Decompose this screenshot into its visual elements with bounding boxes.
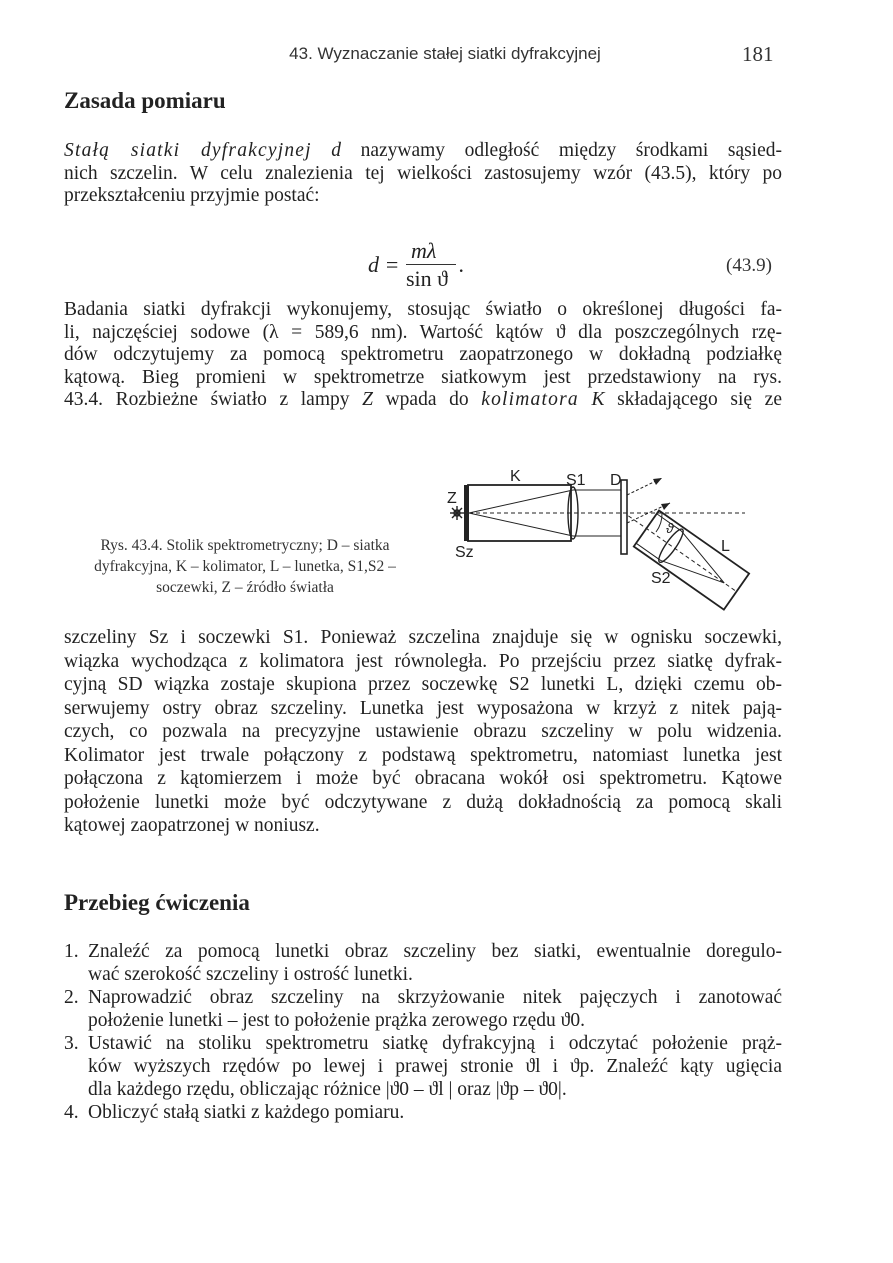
- text-run: [579, 389, 592, 410]
- text-line: Obliczyć stałą siatki z każdego pomiaru.: [88, 1102, 405, 1123]
- light-source-icon: [450, 506, 464, 520]
- list-item: [64, 1101, 782, 1124]
- label-Sz: Sz: [455, 544, 474, 561]
- text-line: li, najczęściej sodowe (λ = 589,6 nm). Wartość kątów ϑ dla poszczególnych rzę-: [64, 321, 782, 343]
- formula-43-9: [368, 238, 488, 291]
- text-line: kątową. Bieg promieni w spektrometrze siatkowym jest przedstawiony na rys.: [64, 366, 782, 388]
- caption-line: dyfrakcyjna, K – kolimator, L – lunetka, S1,S2 –: [94, 558, 396, 575]
- symbol-K: K: [591, 389, 605, 410]
- formula-denominator: sin ϑ: [406, 266, 449, 291]
- text-line: wiązka wychodząca z kolimatora jest równoległa. Po przejściu przez siatkę dyfrak-: [64, 650, 782, 672]
- label-L: L: [721, 538, 730, 555]
- section-heading-zasada: Zasada pomiaru: [64, 88, 226, 113]
- paragraph-collimator: [64, 626, 782, 838]
- list-item: [64, 986, 782, 1032]
- formula-numerator: mλ: [411, 238, 437, 263]
- text-line: Badania siatki dyfrakcji wykonujemy, stosując światło o określonej długości fa-: [64, 299, 782, 320]
- text-run: wpada do: [372, 389, 482, 410]
- text-run: składającego się ze: [604, 389, 782, 410]
- procedure-list: [64, 940, 782, 1124]
- text-run: nazywamy odległość między środkami sąsied-: [341, 140, 782, 161]
- list-item: [64, 940, 782, 986]
- formula-period: .: [459, 252, 465, 277]
- symbol-d: d: [311, 140, 342, 161]
- step-number: 4.: [64, 1102, 79, 1123]
- ray: [469, 490, 573, 513]
- term-grating-constant: Stałą siatki dyfrakcyjnej: [64, 140, 312, 161]
- text-line: dla każdego rzędu, obliczając różnice |ϑ0 – ϑl | oraz |ϑp – ϑ0|.: [88, 1079, 567, 1100]
- text-line: czych, co pozwala na precyzyjne ustawienie obrazu szczeliny w polu widzenia.: [64, 721, 782, 742]
- ray: [636, 543, 661, 560]
- text-line: cyjną SD wiązka zostaje skupiona przez soczewkę S2 lunetki L, dzięki czemu ob-: [64, 674, 782, 695]
- figure-caption: [60, 535, 430, 598]
- equation-number: (43.9): [726, 255, 772, 276]
- arrow-icon: [653, 478, 662, 485]
- text-line: Ustawić na stoliku spektrometru siatkę dyfrakcyjną i odczytać położenie prąż-: [88, 1033, 782, 1054]
- text-line: położenie lunetki – jest to położenie prążka zerowego rzędu ϑ0.: [88, 1010, 585, 1031]
- text-line: dów odczytujemy za pomocą spektrometru zaopatrzonego w dokładną podziałkę: [64, 344, 782, 365]
- ray: [469, 513, 573, 536]
- text-line: przekształceniu przyjmie postać:: [64, 185, 320, 206]
- text-line: połączona z kątomierzem i może być obracana wokół osi spektrometru. Kątowe: [64, 768, 782, 789]
- text-line: wać szerokość szczeliny i ostrość lunetki.: [88, 964, 413, 985]
- label-S2: S2: [651, 570, 671, 587]
- list-item: [64, 1032, 782, 1101]
- term-collimator: kolimatora: [481, 389, 579, 410]
- label-S1: S1: [566, 472, 586, 489]
- formula-lhs: d =: [368, 252, 400, 277]
- caption-line: Rys. 43.4. Stolik spektrometryczny; D – siatka: [100, 537, 390, 554]
- text-line: nich szczelin. W celu znalezienia tej wielkości zastosujemy wzór (43.5), który po: [64, 162, 782, 184]
- text-run: 43.4. Rozbieżne światło z lampy: [64, 389, 363, 410]
- running-head: 43. Wyznaczanie stałej siatki dyfrakcyjnej: [289, 44, 601, 63]
- section-heading-przebieg: Przebieg ćwiczenia: [64, 890, 250, 915]
- step-number: 1.: [64, 941, 79, 962]
- step-number: 2.: [64, 987, 79, 1008]
- label-Z: Z: [447, 490, 457, 507]
- text-line: [64, 140, 782, 163]
- text-line: ków wyższych rzędów po lewej i prawej stronie ϑl i ϑp. Znaleźć kąty ugięcia: [88, 1056, 782, 1077]
- text-line: położenie lunetki może być odczytywane z dużą dokładnością za pomocą skali: [64, 791, 782, 813]
- text-line: szczeliny Sz i soczewki S1. Ponieważ szczelina znajduje się w ognisku soczewki,: [64, 627, 782, 648]
- label-theta: ϑ: [666, 520, 674, 536]
- paragraph-definition: [64, 140, 782, 208]
- label-D: D: [610, 472, 622, 489]
- symbol-Z: Z: [362, 389, 373, 410]
- label-K: K: [510, 468, 521, 485]
- text-line: serwujemy ostry obraz szczeliny. Lunetka jest wyposażona w krzyż z nitek pają-: [64, 697, 782, 719]
- text-line: Kolimator jest trwale połączony z podstawą spektrometru, natomiast lunetka jest: [64, 744, 782, 766]
- paragraph-measurement: [64, 299, 782, 412]
- grating-d: [621, 480, 627, 554]
- text-line: Znaleźć za pomocą lunetki obraz szczeliny bez siatki, ewentualnie doregulo-: [88, 941, 782, 962]
- fraction-bar: [406, 264, 456, 265]
- caption-line: soczewki, Z – źródło światła: [156, 579, 334, 596]
- spectrometer-diagram: [440, 465, 780, 640]
- page-number: 181: [742, 42, 774, 66]
- arrow-icon: [661, 503, 670, 510]
- text-line: [64, 389, 782, 412]
- text-line: kątowej zaopatrzonej w noniusz.: [64, 815, 320, 836]
- text-line: Naprowadzić obraz szczeliny na skrzyżowanie nitek pajęczych i zanotować: [88, 987, 782, 1008]
- slit-plate: [464, 485, 469, 541]
- step-number: 3.: [64, 1033, 79, 1054]
